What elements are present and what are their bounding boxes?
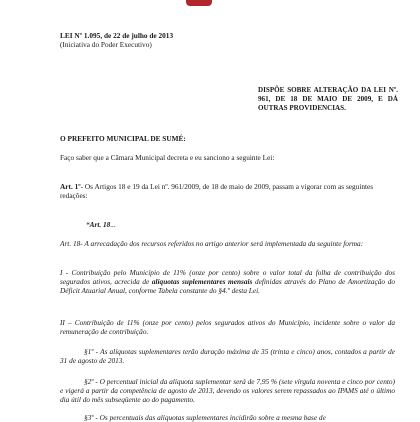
article-18-text: Art. 18- A arrecadação dos recursos referidos no artigo anterior será implementada da seguinte forma: <box>60 239 364 248</box>
article-1-text: - Os Artigos 18 e 19 da Lei nº. 961/2009, de 18 de maio de 2009, passam a vigorar com as seguintes redações: <box>60 182 374 200</box>
paragraph-2: §2º - O percentual inicial da alíquota suplementar será de 7,95 % (sete vírgula noventa e cinco por cento) e vigerá a partir da competência de agosto de 2013, devendo os valores serem repassados ao IPAMS até o último dia útil do mês subseqüente ao do pagamento. <box>60 377 395 404</box>
quoted-article-ellipsis: ... <box>110 220 116 229</box>
law-title: LEI Nº 1.095, de 22 de julho de 2013 <box>60 31 174 40</box>
paragraph-1: §1º - As alíquotas suplementares terão duração máxima de 35 (trinta e cinco) anos, contados a partir de 31 de agosto de 2013. <box>60 347 395 365</box>
law-initiative: (Iniciativa do Poder Executivo) <box>60 40 152 49</box>
law-summary: DISPÕE SOBRE ALTERAÇÃO DA LEI Nº. 961, DE 18 DE MAIO DE 2009, E DÁ OUTRAS PROVIDENCIAS. <box>258 86 398 112</box>
paragraph-3: §3º - Os percentuais das alíquotas suplementares incidirão sobre a mesma base de <box>84 413 326 422</box>
item-2: II – Contribuição de 11% (onze por cento) pelos segurados ativos do Município, incidente sobre o valor da remuneração de contribuição. <box>60 318 395 336</box>
item-1-post: definidas através do Plano de Amortização do Déficit Atuarial Anual, conforme Tabela constante do §4.º desta Lei. <box>60 277 395 295</box>
item-1-pre: I - Contribuição pelo Município de 11% (onze por cento) sobre o valor total da folha de contribuição dos segurados ativos, acrecida de <box>60 268 395 286</box>
mayor-heading: O PREFEITO MUNICIPAL DE SUMÉ: <box>60 134 186 143</box>
article-1 <box>60 182 395 200</box>
item-1-bold: alíquotas suplementares mensais <box>151 277 253 286</box>
quoted-article-heading <box>86 220 116 229</box>
municipal-crest-icon <box>186 0 212 6</box>
decree-line: Faço saber que a Câmara Municipal decreta e eu sanciono a seguinte Lei: <box>60 153 275 162</box>
article-1-label: Art. 1º <box>60 182 81 191</box>
item-1 <box>60 268 395 295</box>
quoted-article-label: “Art. 18 <box>86 220 111 229</box>
